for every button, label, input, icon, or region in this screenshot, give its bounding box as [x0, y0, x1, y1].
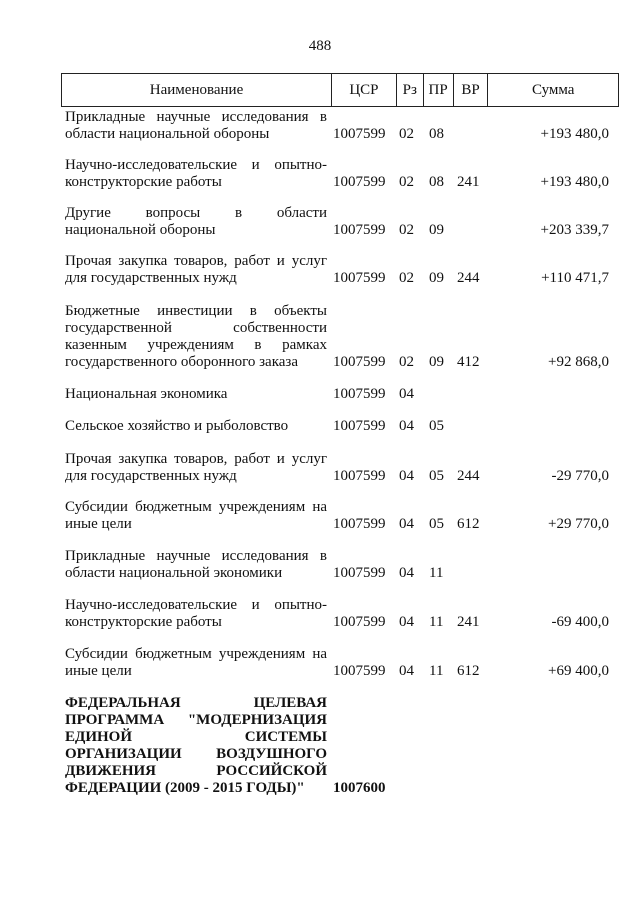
- table-header: [61, 73, 619, 107]
- row-csr: 1007600: [333, 780, 386, 796]
- table-row: [61, 253, 619, 287]
- row-name: Прикладные научные исследования в области национальной обороны: [65, 109, 327, 142]
- row-rz: 02: [399, 222, 414, 238]
- row-sum: +110 471,7: [541, 270, 609, 286]
- header-name: Наименование: [62, 74, 332, 106]
- row-pr: 09: [429, 222, 444, 238]
- row-pr: 05: [429, 468, 444, 484]
- table-row: [61, 499, 619, 533]
- row-vr: 412: [457, 354, 480, 370]
- row-csr: 1007599: [333, 126, 386, 142]
- row-csr: 1007599: [333, 468, 386, 484]
- row-csr: 1007599: [333, 386, 386, 402]
- row-rz: 04: [399, 565, 414, 581]
- row-name: Научно-исследовательские и опытно-конструкторские работы: [65, 157, 327, 190]
- row-name: Субсидии бюджетным учреждениям на иные цели: [65, 499, 327, 532]
- table-row: [61, 205, 619, 239]
- row-rz: 04: [399, 516, 414, 532]
- row-sum: +69 400,0: [548, 663, 609, 679]
- table-row-program: [61, 695, 619, 797]
- row-vr: 244: [457, 468, 480, 484]
- row-rz: 04: [399, 614, 414, 630]
- row-csr: 1007599: [333, 354, 386, 370]
- row-name: Научно-исследовательские и опытно-конструкторские работы: [65, 597, 327, 630]
- row-sum: +203 339,7: [540, 222, 609, 238]
- row-vr: 244: [457, 270, 480, 286]
- row-name: Прочая закупка товаров, работ и услуг для государственных нужд: [65, 253, 327, 286]
- row-csr: 1007599: [333, 270, 386, 286]
- budget-table: [61, 73, 619, 796]
- row-rz: 02: [399, 174, 414, 190]
- row-name: Прикладные научные исследования в области национальной экономики: [65, 548, 327, 581]
- table-row: [61, 451, 619, 485]
- header-pr: ПР: [424, 74, 454, 106]
- row-pr: 09: [429, 354, 444, 370]
- table-row: [61, 303, 619, 371]
- row-name: Субсидии бюджетным учреждениям на иные цели: [65, 646, 327, 679]
- row-csr: 1007599: [333, 516, 386, 532]
- row-csr: 1007599: [333, 663, 386, 679]
- row-csr: 1007599: [333, 418, 386, 434]
- row-csr: 1007599: [333, 614, 386, 630]
- row-name: Бюджетные инвестиции в объекты государственной собственности казенным учреждениям в рамках государственного оборонного заказа: [65, 303, 327, 370]
- row-sum: +92 868,0: [548, 354, 609, 370]
- row-pr: 11: [429, 614, 444, 630]
- row-csr: 1007599: [333, 565, 386, 581]
- row-vr: 241: [457, 614, 480, 630]
- row-sum: -69 400,0: [551, 614, 609, 630]
- row-pr: 08: [429, 174, 444, 190]
- row-name: ФЕДЕРАЛЬНАЯ ЦЕЛЕВАЯ ПРОГРАММА "МОДЕРНИЗАЦИЯ ЕДИНОЙ СИСТЕМЫ ОРГАНИЗАЦИИ ВОЗДУШНОГО ДВИЖЕНИЯ РОССИЙСКОЙ ФЕДЕРАЦИИ (2009 - 2015 ГОДЫ)": [65, 695, 327, 796]
- row-rz: 02: [399, 270, 414, 286]
- row-sum: +193 480,0: [540, 174, 609, 190]
- row-rz: 04: [399, 468, 414, 484]
- header-sum: Сумма: [531, 81, 575, 98]
- row-pr: 09: [429, 270, 444, 286]
- row-name: Прочая закупка товаров, работ и услуг для государственных нужд: [65, 451, 327, 484]
- header-csr: ЦСР: [332, 74, 397, 106]
- row-pr: 08: [429, 126, 444, 142]
- row-sum: +193 480,0: [540, 126, 609, 142]
- row-rz: 02: [399, 126, 414, 142]
- header-vr: ВР: [454, 74, 489, 106]
- row-pr: 11: [429, 663, 444, 679]
- row-name: Национальная экономика: [65, 386, 228, 402]
- row-name: Сельское хозяйство и рыболовство: [65, 418, 289, 434]
- table-row: [61, 157, 619, 191]
- row-rz: 04: [399, 418, 414, 434]
- table-row: [61, 418, 619, 435]
- table-row: [61, 386, 619, 403]
- row-pr: 05: [429, 516, 444, 532]
- page-number: 488: [308, 38, 332, 54]
- header-rz: Рз: [397, 74, 424, 106]
- row-csr: 1007599: [333, 174, 386, 190]
- row-pr: 11: [429, 565, 444, 581]
- row-csr: 1007599: [333, 222, 386, 238]
- row-rz: 04: [399, 663, 414, 679]
- row-vr: 612: [457, 516, 480, 532]
- row-pr: 05: [429, 418, 444, 434]
- row-sum: -29 770,0: [551, 468, 609, 484]
- row-rz: 02: [399, 354, 414, 370]
- row-rz: 04: [399, 386, 414, 402]
- row-vr: 612: [457, 663, 480, 679]
- table-row: [61, 548, 619, 582]
- table-row: [61, 646, 619, 680]
- table-row: [61, 597, 619, 631]
- row-sum: +29 770,0: [548, 516, 609, 532]
- row-name: Другие вопросы в области национальной обороны: [65, 205, 327, 238]
- table-row: [61, 109, 619, 143]
- row-vr: 241: [457, 174, 480, 190]
